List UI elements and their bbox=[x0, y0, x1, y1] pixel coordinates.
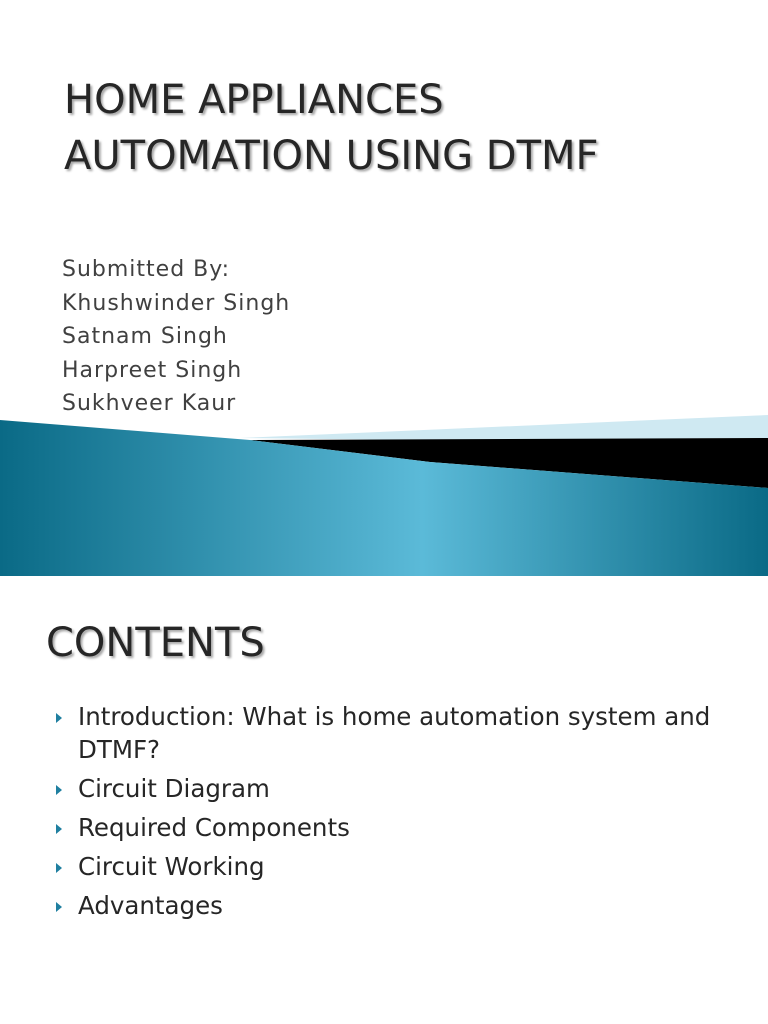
decorative-wave-band bbox=[0, 410, 768, 576]
author-name: Satnam Singh bbox=[62, 324, 228, 349]
list-item-text: Circuit Diagram bbox=[78, 774, 270, 803]
list-item-text: Advantages bbox=[78, 891, 223, 920]
light-stripe bbox=[240, 415, 768, 440]
triangle-right-icon bbox=[56, 863, 62, 873]
contents-title: CONTENTS bbox=[46, 620, 265, 666]
contents-list bbox=[56, 700, 736, 928]
list-item bbox=[56, 811, 736, 844]
author-name: Sukhveer Kaur bbox=[62, 391, 237, 416]
list-item bbox=[56, 889, 736, 922]
list-item bbox=[56, 772, 736, 805]
list-item bbox=[56, 850, 736, 883]
authors-heading: Submitted By: bbox=[62, 257, 231, 282]
slide-title bbox=[64, 72, 744, 184]
authors-block bbox=[62, 253, 562, 421]
list-item bbox=[56, 700, 736, 766]
slide-title-line-1: HOME APPLIANCES bbox=[64, 77, 444, 123]
slide-title-line-2: AUTOMATION USING DTMF bbox=[64, 133, 599, 179]
list-item-text: Introduction: What is home automation system and DTMF? bbox=[78, 702, 711, 764]
slide-gap bbox=[0, 576, 768, 584]
triangle-right-icon bbox=[56, 785, 62, 795]
triangle-right-icon bbox=[56, 824, 62, 834]
list-item-text: Circuit Working bbox=[78, 852, 265, 881]
author-name: Khushwinder Singh bbox=[62, 290, 291, 316]
contents-slide bbox=[0, 584, 768, 1024]
author-name: Harpreet Singh bbox=[62, 357, 243, 383]
triangle-right-icon bbox=[56, 713, 62, 723]
triangle-right-icon bbox=[56, 902, 62, 912]
list-item-text: Required Components bbox=[78, 813, 350, 842]
